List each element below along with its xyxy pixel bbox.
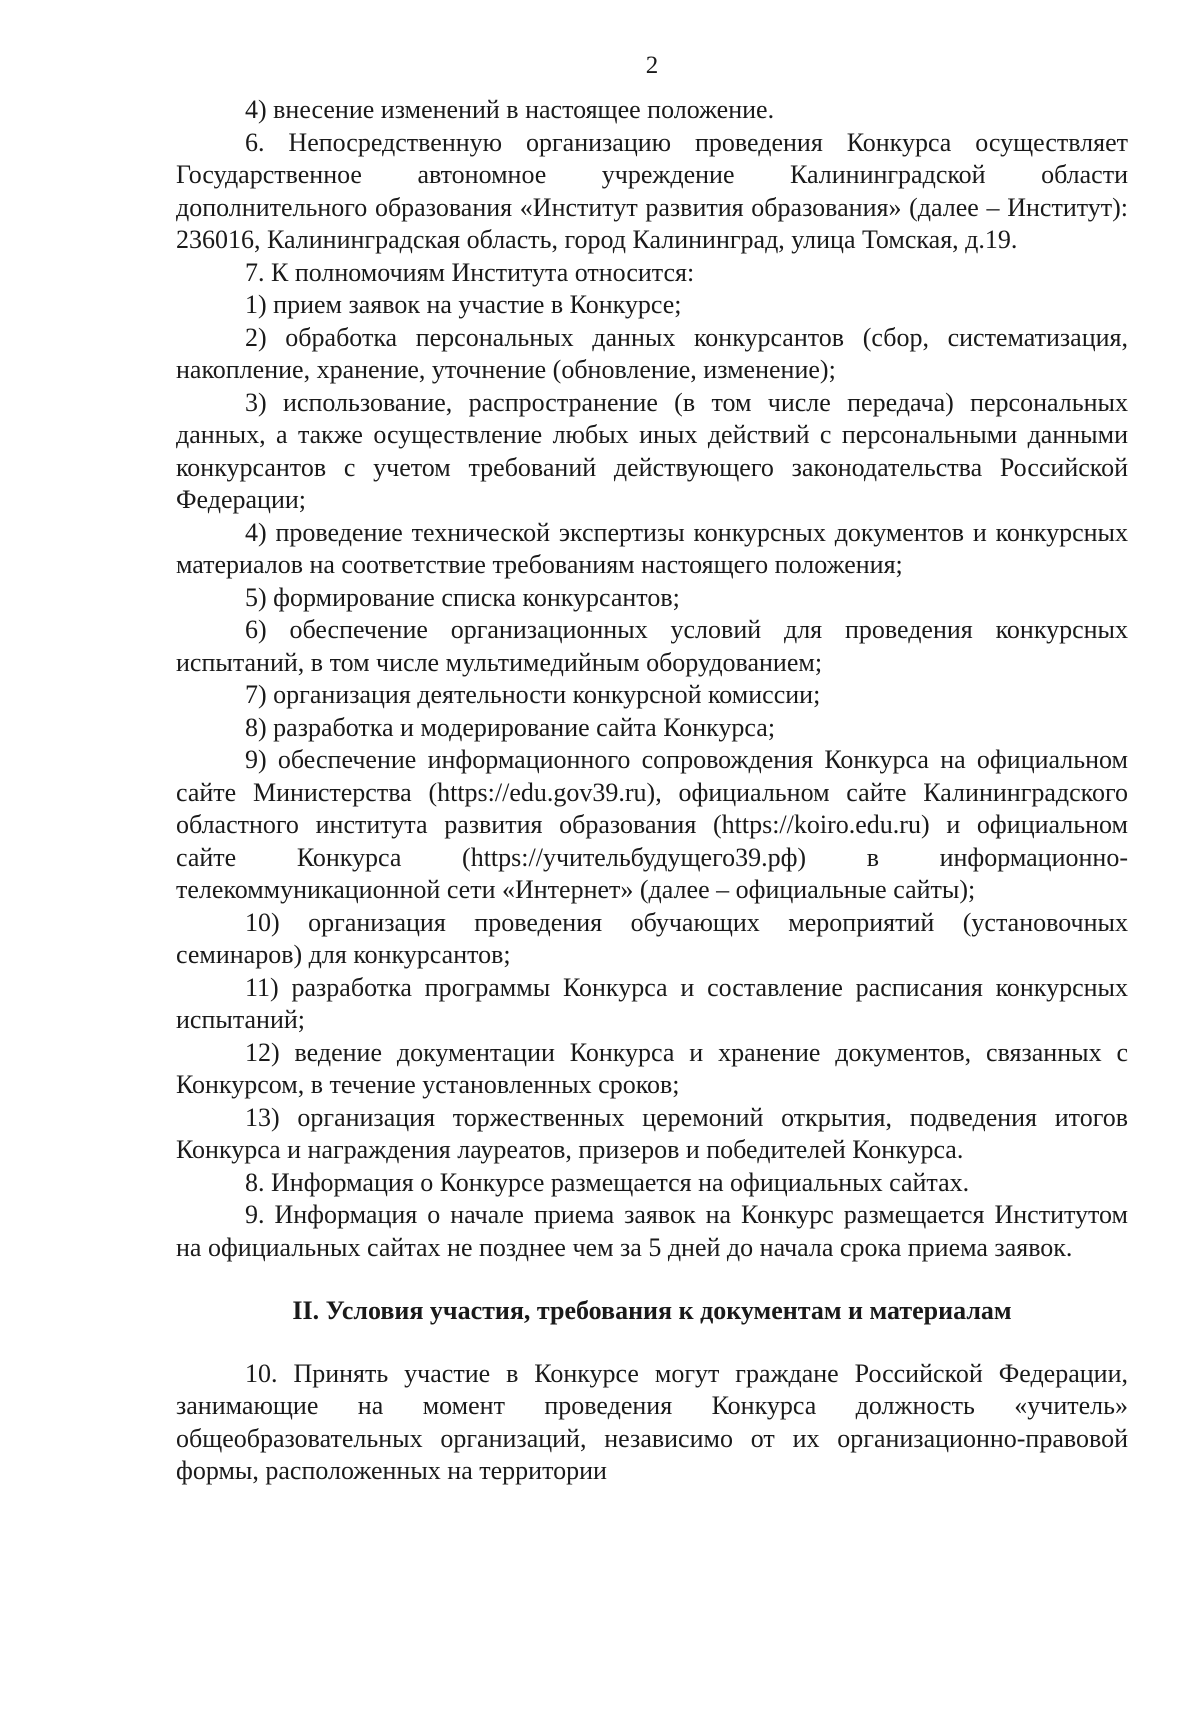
paragraph: 1) прием заявок на участие в Конкурсе;	[245, 290, 682, 319]
paragraph: 9. Информация о начале приема заявок на Конкурс размещается Институтом на официальных сайтах не позднее чем за 5 дней до начала срока приема заявок.	[176, 1200, 1128, 1262]
paragraph: 7. К полномочиям Института относится:	[245, 257, 695, 287]
section-heading: II. Условия участия, требования к документам и материалам	[292, 1296, 1012, 1325]
page-number: 2	[645, 52, 659, 79]
paragraph: 8) разработка и модерирование сайта Конкурса;	[245, 712, 776, 742]
paragraph: 5) формирование списка конкурсантов;	[245, 582, 680, 612]
paragraph: 8. Информация о Конкурсе размещается на официальных сайтах.	[245, 1167, 970, 1197]
paragraph: 12) ведение документации Конкурса и хранение документов, связанных с Конкурсом, в течение установленных сроков;	[176, 1037, 1128, 1099]
paragraph: 3) использование, распространение (в том числе передача) персональных данных, а также осуществление любых иных действий с персональными данными конкурсантов с учетом требований действующего законодательства Российской Федерации;	[176, 387, 1128, 514]
paragraph: 4) проведение технической экспертизы конкурсных документов и конкурсных материалов на соответствие требованиям настоящего положения;	[176, 517, 1128, 579]
paragraphs-before	[176, 94, 1128, 1264]
paragraph: 9) обеспечение информационного сопровождения Конкурса на официальном сайте Министерства (https://edu.gov39.ru), официальном сайте Калининградского областного института развития образования (https://koiro.edu.ru) и официальном сайте Конкурса (https://учительбудущего39.рф) в информационно-телекоммуникационной сети «Интернет» (далее – официальные сайты);	[176, 745, 1128, 904]
paragraph: 4) внесение изменений в настоящее положение.	[245, 95, 775, 124]
paragraphs-after	[176, 1358, 1128, 1488]
paragraph: 11) разработка программы Конкурса и составление расписания конкурсных испытаний;	[176, 972, 1128, 1034]
paragraph: 6. Непосредственную организацию проведения Конкурса осуществляет Государственное автономное учреждение Калининградской области дополнительного образования «Институт развития образования» (далее – Институт): 236016, Калининградская область, город Калининград, улица Томская, д.19.	[176, 127, 1128, 254]
paragraph: 13) организация торжественных церемоний открытия, подведения итогов Конкурса и награждения лауреатов, призеров и победителей Конкурса.	[176, 1102, 1128, 1164]
paragraph: 7) организация деятельности конкурсной комиссии;	[245, 680, 821, 709]
paragraph: 2) обработка персональных данных конкурсантов (сбор, систематизация, накопление, хранение, уточнение (обновление, изменение);	[176, 322, 1128, 384]
paragraph: 10. Принять участие в Конкурсе могут граждане Российской Федерации, занимающие на момент проведения Конкурса должность «учитель» общеобразовательных организаций, независимо от их организационно-правовой формы, расположенных на территории	[176, 1358, 1128, 1485]
paragraph: 6) обеспечение организационных условий для проведения конкурсных испытаний, в том числе мультимедийным оборудованием;	[176, 615, 1128, 677]
paragraph: 10) организация проведения обучающих мероприятий (установочных семинаров) для конкурсантов;	[176, 907, 1128, 969]
